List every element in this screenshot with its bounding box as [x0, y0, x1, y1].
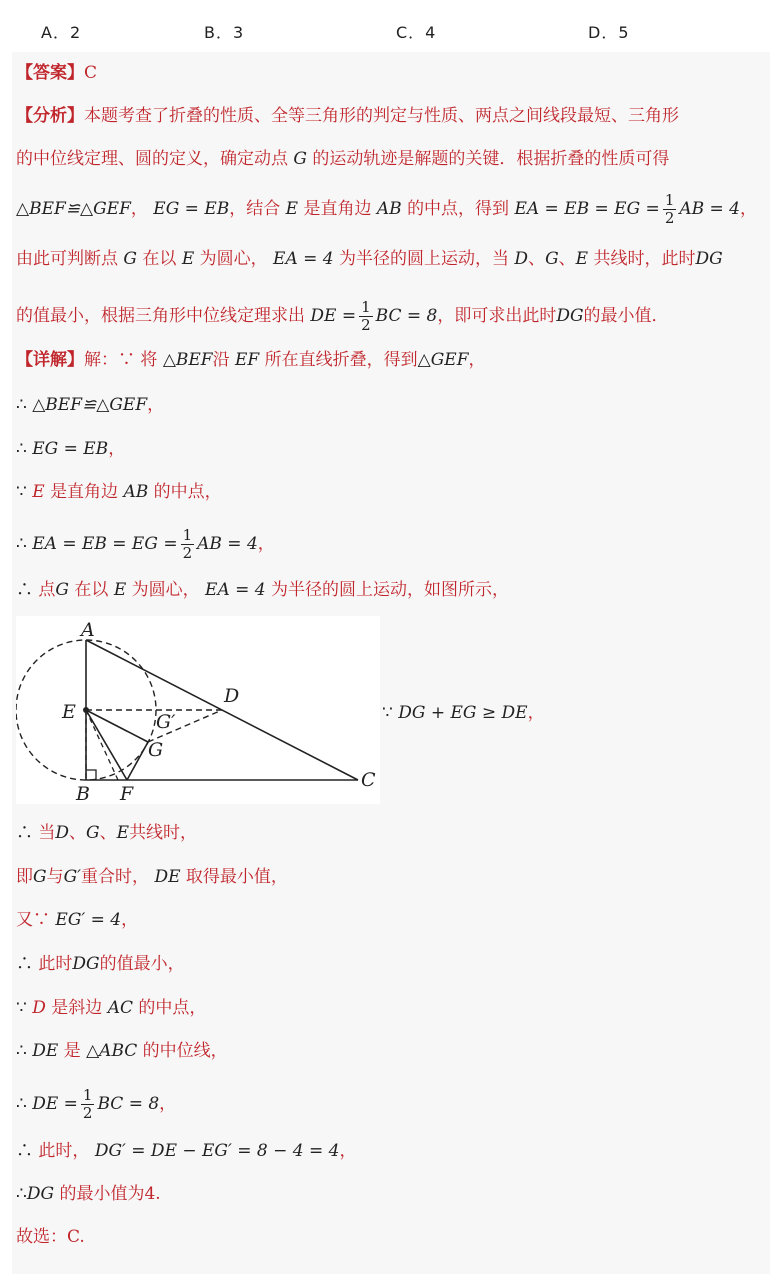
math: AB [376, 199, 402, 219]
label-a: A [81, 619, 95, 641]
math: EG = EB [153, 199, 230, 219]
analysis-text: 的运动轨迹是解题的关键．根据折叠的性质可得 [312, 149, 670, 169]
detail-line-1: 【详解】解：∵ 将 △BEF沿 EF 所在直线折叠，得到△GEF， [16, 350, 486, 370]
option-a: A．2 [41, 23, 82, 42]
analysis-line-3 [16, 192, 757, 227]
math: E [285, 199, 299, 219]
right-angle-mark [86, 770, 96, 780]
fraction: $\frac{1}{2}$ [182, 526, 193, 562]
analysis-line-2: 的中位线定理、圆的定义，确定动点 G 的运动轨迹是解题的关键．根据折叠的性质可得 [16, 149, 670, 169]
label-e: E [62, 701, 76, 723]
analysis-text: ，结合 [229, 199, 281, 219]
label-d: D [224, 685, 240, 707]
detail-line-13: ∴ DE = $\frac{1}{2}$ BC = 8， [16, 1086, 177, 1122]
answer-tag: 【答案】 [16, 63, 84, 83]
fraction: $\frac{1}{2}$ [361, 298, 371, 334]
detail-line-7: ∴ 当D、G、E共线时， [16, 823, 198, 843]
analysis-text: 的中位线定理、圆的定义，确定动点 [16, 149, 288, 169]
geometry-figure [16, 616, 380, 804]
answer-line [16, 62, 97, 84]
detail-line-5: ∴ EA = EB = EG = $\frac{1}{2}$ AB = 4， [16, 526, 275, 562]
detail-line-9: 又∵ EG′ = 4， [16, 910, 139, 930]
detail-line-3: ∴ EG = EB， [16, 439, 126, 459]
detail-line-6: ∴ 点G 在以 E 为圆心， EA = 4 为半径的圆上运动，如图所示， [16, 580, 510, 600]
option-c: C．4 [396, 23, 437, 42]
detail-line-12: ∴ DE 是 △ABC 的中位线， [16, 1041, 228, 1061]
label-c: C [361, 769, 376, 791]
detail-line-10: ∴ 此时DG的值最小， [16, 954, 185, 974]
detail-line-4: ∵ E 是直角边 AB 的中点， [16, 482, 222, 502]
option-d: D．5 [588, 23, 630, 42]
label-f: F [120, 783, 134, 804]
analysis-text: 本题考查了折叠的性质、全等三角形的判定与性质、两点之间线段最短、三角形 [84, 106, 679, 126]
math: △BEF≌△GEF [16, 199, 131, 219]
detail-line-15: ∴DG 的最小值为4. [16, 1184, 161, 1204]
math: EA = EB = EG = [514, 199, 660, 219]
detail-line-16: 故选：C. [16, 1227, 85, 1247]
analysis-text: ， [130, 199, 148, 219]
analysis-text: 是直角边 [303, 199, 372, 219]
math: AB = 4 [679, 199, 740, 219]
option-b: B．3 [204, 23, 245, 42]
analysis-text: 的中点，得到 [407, 199, 510, 219]
detail-line-14: ∴ 此时， DG′ = DE − EG′ = 8 − 4 = 4， [16, 1141, 357, 1161]
answer-value: C [84, 63, 98, 83]
inequality-line: ∵ DG + EG ≥ DE， [382, 703, 545, 723]
segment-gf [127, 742, 148, 780]
analysis-tag: 【分析】 [16, 106, 84, 126]
answer-options [0, 0, 783, 52]
triangle-circle-diagram [16, 616, 380, 804]
analysis-line-5: 的值最小，根据三角形中位线定理求出 DE = $\frac{1}{2}$ BC = 8，即可求出此时DG的最小值． [16, 298, 669, 334]
analysis-text: ， [740, 199, 757, 219]
fraction: $\frac{1}{2}$ [82, 1086, 93, 1122]
analysis-line-1 [16, 105, 679, 127]
detail-line-8: 即G与G′重合时， DE 取得最小值， [16, 867, 288, 887]
solution-panel [12, 52, 770, 1274]
analysis-line-4: 由此可判断点 G 在以 E 为圆心， EA = 4 为半径的圆上运动，当 D、G、E 共线时，此时DG [16, 249, 723, 269]
label-g: G [148, 739, 164, 761]
detail-line-11: ∵ D 是斜边 AC 的中点， [16, 998, 207, 1018]
detail-tag: 【详解】 [16, 350, 84, 370]
point-e [83, 707, 89, 713]
detail-line-2: ∴ △BEF≌△GEF， [16, 395, 165, 415]
fraction: $\frac{1}{2}$ [664, 191, 675, 227]
label-b: B [76, 783, 90, 804]
label-g-prime: G′ [156, 711, 176, 733]
